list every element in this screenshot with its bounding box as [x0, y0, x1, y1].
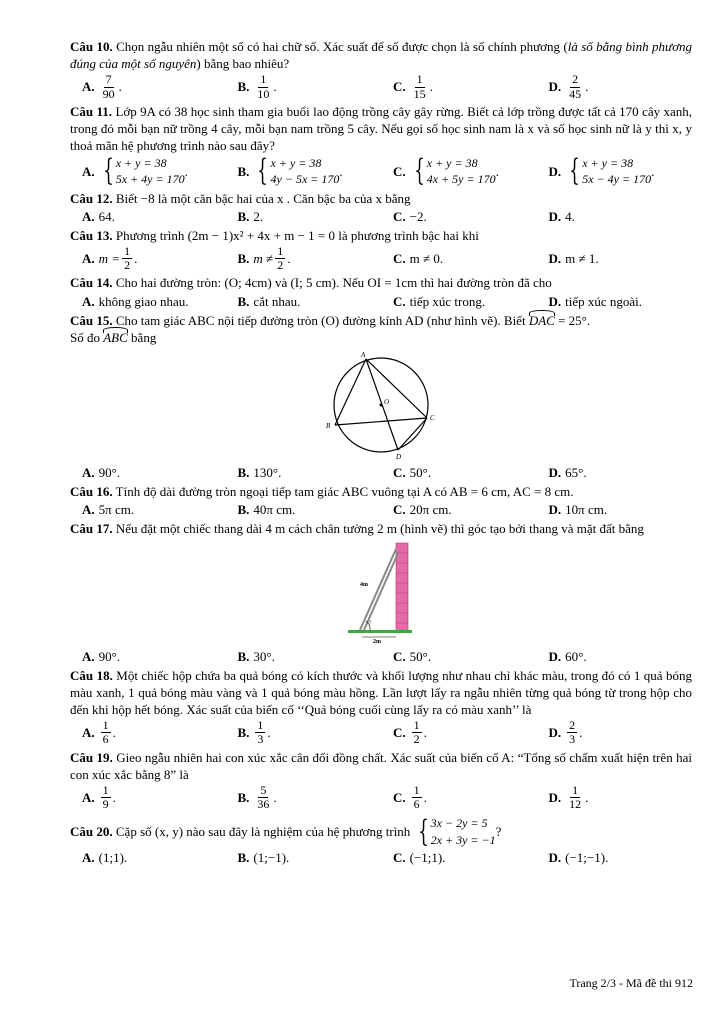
q11-option-b[interactable]: B. { x + y = 38 4y − 5x = 170 .	[237, 153, 343, 189]
q14-option-b[interactable]: B. cắt nhau.	[237, 293, 301, 309]
label-angle: ?	[369, 620, 372, 626]
label-ladder: 4m	[360, 581, 368, 588]
q17-options	[70, 648, 692, 665]
q16-option-c[interactable]: C. 20π cm.	[393, 502, 452, 518]
q15-option-a[interactable]: A. 90°.	[82, 465, 121, 480]
question-16: Câu 16. Tính độ dài đường tròn ngoại tiếp tam giác ABC vuông tại A có AB = 6 cm, AC = 8 cm.	[70, 484, 574, 500]
q14-options	[70, 293, 692, 310]
exam-page	[70, 38, 692, 868]
q18-option-b[interactable]: B. $\frac{1}{3}$ .	[237, 718, 271, 747]
question-12: Câu 12. Biết −8 là một căn bậc hai của x . Căn bậc ba của x bằng	[70, 190, 411, 206]
q18-option-d[interactable]: D. $\frac{2}{3}$ .	[548, 718, 583, 747]
q15-options	[70, 464, 692, 481]
question-11: Câu 11. Lớp 9A có 38 học sinh tham gia buổi lao động trồng cây gây rừng. Biết cả lớp trồng được tất cả 170 cây xanh, trong đó mỗi bạn nữ trồng 4 cây, mỗi bạn nam trồng 5 cây. Nếu gọi số học sinh nam là x và số học sinh nữ là y thì x, y thoả mãn hệ phương trình nào sau đây?	[70, 103, 693, 153]
q15-option-b[interactable]: B. 130°.	[237, 465, 282, 480]
q19-option-d[interactable]: D. $\frac{1}{12}$ .	[548, 782, 589, 812]
q12-option-d[interactable]: D. 4.	[548, 208, 575, 224]
label-b: B	[326, 422, 331, 430]
q12-option-a[interactable]: A. 64.	[82, 208, 115, 224]
q19-option-a[interactable]: A. $\frac{1}{9}$ .	[82, 782, 116, 812]
ladder	[360, 549, 399, 630]
q12-option-c[interactable]: C. −2.	[393, 208, 427, 224]
question-17: Câu 17. Nếu đặt một chiếc thang dài 4 m cách chân tường 2 m (hình vẽ) thì góc tạo bởi thang và mặt đất bằng	[70, 521, 644, 537]
q14-option-d[interactable]: D. tiếp xúc ngoài.	[548, 293, 643, 309]
q14-option-c[interactable]: C. tiếp xúc trong.	[393, 293, 486, 309]
q13-options	[70, 245, 692, 272]
q15-option-c[interactable]: C. 50°.	[393, 465, 432, 480]
question-20: Câu 20. Cặp số (x, y) nào sau đây là nghiệm của hệ phương trình { 3x − 2y = 5 2x + 3y = −1 ?	[70, 813, 502, 849]
q16-option-a[interactable]: A. 5π cm.	[82, 502, 135, 518]
q18-option-c[interactable]: C. $\frac{1}{2}$ .	[393, 718, 427, 747]
q18-option-a[interactable]: A. $\frac{1}{6}$ .	[82, 718, 116, 747]
label-d: D	[396, 453, 402, 461]
q20-option-d[interactable]: D. (−1;−1).	[548, 849, 609, 865]
q18-options	[70, 719, 692, 746]
q11-option-d[interactable]: D. { x + y = 38 5x − 4y = 170 .	[548, 153, 655, 189]
circle-figure	[70, 349, 692, 461]
q11-option-a[interactable]: A. { x + y = 38 5x + 4y = 170 .	[82, 153, 188, 189]
q19-options	[70, 784, 692, 811]
q10-option-c[interactable]: C. $\frac{1}{15}$ .	[393, 72, 433, 101]
q13-option-a[interactable]: A. m = $\frac{1}{2}$ .	[82, 244, 138, 273]
q10-option-a[interactable]: A. $\frac{7}{90}$ .	[82, 72, 122, 101]
q17-option-d[interactable]: D. 60°.	[548, 648, 587, 664]
question-14: Câu 14. Cho hai đường tròn: (O; 4cm) và (I; 5 cm). Nếu OI = 1cm thì hai đường tròn đã cho	[70, 275, 552, 291]
q12-options	[70, 208, 692, 225]
label-o: O	[384, 398, 390, 406]
q20-options	[70, 849, 692, 866]
q19-option-c[interactable]: C. $\frac{1}{6}$ .	[393, 782, 427, 812]
q11-option-c[interactable]: C. { x + y = 38 4x + 5y = 170 .	[393, 153, 499, 189]
q20-option-c[interactable]: C. (−1;1).	[393, 849, 446, 865]
q16-options	[70, 501, 692, 518]
q13-option-c[interactable]: C. m ≠ 0.	[393, 251, 444, 267]
q10-option-d[interactable]: D. $\frac{2}{45}$ .	[548, 72, 589, 101]
q20-option-a[interactable]: A. (1;1).	[82, 849, 128, 865]
ladder-figure	[70, 541, 692, 645]
question-10: Câu 10. Chọn ngẫu nhiên một số có hai chữ số. Xác suất để số được chọn là số chính phương (là số bằng bình phương đúng của một số nguyên) bằng bao nhiêu?	[70, 39, 693, 72]
ground	[348, 630, 412, 633]
q17-option-c[interactable]: C. 50°.	[393, 648, 432, 664]
q16-option-b[interactable]: B. 40π cm.	[237, 502, 296, 518]
question-13: Câu 13. Phương trình (2m − 1)x² + 4x + m − 1 = 0 là phương trình bậc hai khi	[70, 227, 479, 243]
q17-option-a[interactable]: A. 90°.	[82, 648, 121, 664]
q10-options	[70, 73, 692, 100]
q13-option-b[interactable]: B. m ≠ $\frac{1}{2}$ .	[237, 244, 291, 273]
label-ground: 2m	[373, 638, 381, 645]
question-19: Câu 19. Gieo ngẫu nhiên hai con xúc xắc cân đối đồng chất. Xác suất của biến cố A: “Tổng số chấm xuất hiện trên hai con xúc xắc bằng 8” là	[70, 749, 693, 782]
q16-option-d[interactable]: D. 10π cm.	[548, 502, 608, 518]
page-footer: Trang 2/3 - Mã đề thi 912	[569, 976, 693, 990]
q14-option-a[interactable]: A. không giao nhau.	[82, 293, 189, 309]
label-a: A	[361, 351, 366, 359]
q12-option-b[interactable]: B. 2.	[237, 208, 264, 224]
q15-option-d[interactable]: D. 65°.	[548, 465, 587, 480]
q19-option-b[interactable]: B. $\frac{5}{36}$ .	[237, 782, 277, 812]
label-c: C	[430, 414, 435, 422]
q11-options	[70, 155, 692, 187]
q10-option-b[interactable]: B. $\frac{1}{10}$ .	[237, 72, 277, 101]
q13-option-d[interactable]: D. m ≠ 1.	[548, 251, 599, 267]
q17-option-b[interactable]: B. 30°.	[237, 648, 275, 664]
wall	[396, 543, 408, 631]
question-15: Câu 15. Cho tam giác ABC nội tiếp đường tròn (O) đường kính AD (như hình vẽ). Biết DAC = 25°. Số đo ABC bằng	[70, 312, 591, 345]
question-18: Câu 18. Một chiếc hộp chứa ba quả bóng có kích thước và khối lượng như nhau chỉ khác màu, trong đó có 1 quả bóng màu xanh, 1 quả bóng màu vàng và 1 quả bóng màu hồng. Lần lượt lấy ra ngẫu nhiên từng quả bóng từ trong hộp cho đến khi hộp hết bóng. Xác suất của biến cố ‘‘Quả bóng cuối cùng lấy ra có màu xanh’’ là	[70, 667, 693, 718]
q20-option-b[interactable]: B. (1;−1).	[237, 849, 290, 865]
